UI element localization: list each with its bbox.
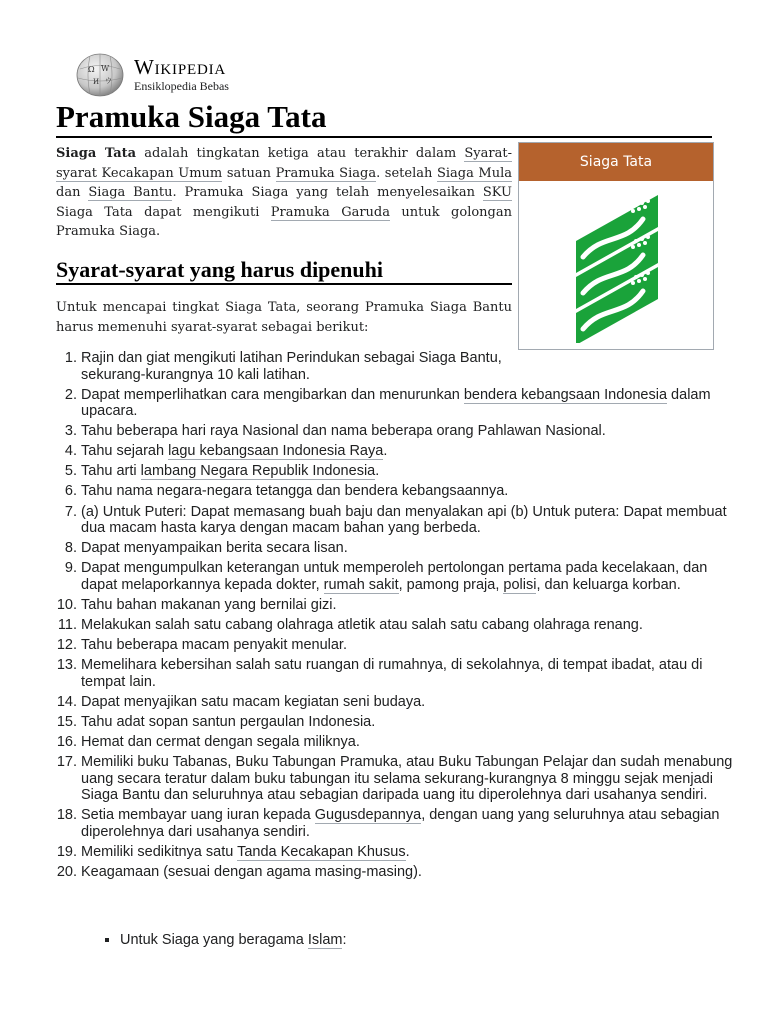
article-link[interactable]: Tanda Kecakapan Khusus — [237, 843, 406, 860]
text-segment: Keagamaan (sesuai dengan agama masing-masing). — [81, 863, 422, 880]
wikipedia-wordmark[interactable]: Wikipedia — [134, 55, 227, 79]
infobox-title: Siaga Tata — [519, 143, 713, 181]
religion-sublist — [104, 931, 347, 949]
svg-text:ウ: ウ — [105, 77, 112, 85]
svg-text:W: W — [101, 64, 110, 73]
text-segment: Melakukan salah satu cabang olahraga atletik atau salah satu cabang olahraga renang. — [81, 616, 643, 633]
requirement-item — [81, 350, 741, 383]
text-segment: , dan keluarga korban. — [536, 576, 681, 593]
siaga-tata-badge-icon[interactable] — [573, 193, 661, 343]
text-segment: Memiliki sedikitnya satu — [81, 843, 238, 860]
text-segment: Tahu beberapa hari raya Nasional dan nama beberapa orang Pahlawan Nasional. — [81, 423, 606, 440]
article-link[interactable]: bendera kebangsaan Indonesia — [463, 386, 668, 403]
requirement-item — [81, 423, 741, 440]
text-segment: dan — [56, 185, 89, 200]
article-link[interactable]: Pramuka Siaga — [275, 165, 377, 181]
wikipedia-tagline: Ensiklopedia Bebas — [134, 79, 229, 93]
svg-text:И: И — [93, 78, 100, 86]
text-segment: Untuk Siaga yang beragama — [120, 932, 308, 948]
text-segment: Hemat dan cermat dengan segala miliknya. — [81, 733, 360, 750]
text-segment: . setelah — [376, 165, 437, 181]
requirement-item — [81, 504, 741, 537]
article-link[interactable]: Siaga Mula — [436, 165, 512, 181]
text-segment: Dapat menyajikan satu macam kegiatan seni budaya. — [81, 693, 426, 710]
text-segment: Tahu bahan makanan yang bernilai gizi. — [81, 596, 337, 613]
requirement-item — [81, 560, 741, 593]
article-link[interactable]: polisi — [503, 576, 537, 593]
text-segment: : — [342, 932, 347, 948]
article-link[interactable]: SKU — [482, 185, 513, 200]
text-segment: Rajin dan giat mengikuti latihan Perindukan sebagai Siaga Bantu, sekurang-kurangnya 10 kali latihan. — [81, 350, 502, 383]
text-segment: (a) Untuk Puteri: Dapat memasang buah baju dan menyalakan api (b) Untuk putera: Dapat membuat dua macam hasta karya dengan macam bahan yang berbeda. — [81, 503, 727, 537]
requirement-item — [81, 443, 741, 460]
text-segment: Tahu beberapa macam penyakit menular. — [81, 637, 347, 654]
text-segment: . — [375, 463, 380, 480]
text-segment: Tahu nama negara-negara tetangga dan bendera kebangsaannya. — [81, 483, 509, 500]
requirement-item — [81, 617, 741, 634]
article-link[interactable]: Siaga Bantu — [88, 185, 173, 200]
article-link[interactable]: Pramuka Garuda — [270, 204, 391, 220]
text-segment: untuk golongan Pramuka Siaga. — [56, 204, 512, 239]
text-segment: Setia membayar uang iuran kepada — [81, 807, 315, 824]
text-segment: Tahu adat sopan santun pergaulan Indonesia. — [81, 713, 376, 730]
text-segment: , pamong praja, — [398, 576, 504, 593]
requirement-item — [81, 807, 741, 840]
requirement-item — [81, 864, 741, 881]
wikipedia-globe-logo[interactable] — [74, 52, 126, 98]
requirement-item — [81, 754, 741, 804]
requirement-item — [81, 844, 741, 861]
article-link[interactable]: lambang Negara Republik Indonesia — [140, 463, 376, 480]
requirement-item — [81, 657, 741, 690]
requirement-item — [81, 540, 741, 557]
requirement-item — [81, 694, 741, 711]
requirement-item — [81, 714, 741, 731]
requirement-item — [81, 483, 741, 500]
text-segment: Tahu arti — [81, 463, 141, 480]
text-segment: . Pramuka Siaga yang telah menyelesaikan — [172, 185, 483, 200]
text-segment: Tahu sejarah — [81, 443, 169, 460]
text-segment: Siaga Tata dapat mengikuti — [56, 204, 271, 220]
sub-list-item — [120, 931, 347, 949]
text-segment: . — [383, 443, 388, 460]
text-segment: dalam upacara. — [81, 386, 711, 420]
article-link[interactable]: Islam — [307, 932, 343, 948]
title-divider — [56, 136, 712, 138]
article-link[interactable]: rumah sakit — [323, 576, 399, 593]
text-segment: Memelihara kebersihan salah satu ruangan di rumahnya, di sekolahnya, di tempat ibadat, atau di tempat lain. — [81, 657, 703, 690]
bold-term: Siaga Tata — [56, 146, 137, 161]
section-intro: Untuk mencapai tingkat Siaga Tata, seorang Pramuka Siaga Bantu harus memenuhi syarat-syarat sebagai berikut: — [56, 300, 512, 335]
svg-text:Ω: Ω — [88, 65, 95, 74]
section-heading: Syarat-syarat yang harus dipenuhi — [56, 257, 384, 282]
text-segment: Memiliki buku Tabanas, Buku Tabungan Pramuka, atau Buku Tabungan Pelajar dan sudah menabung uang secara teratur dalam buku tabungan itu selama sekurang-kurangnya 8 minggu sejak menjadi Siaga Bantu dan seluruhnya atau sebagian daripada uang itu diperolehnya dari usahanya sendiri. — [81, 754, 733, 803]
section-divider — [56, 283, 512, 285]
intro-paragraph — [56, 144, 512, 242]
requirement-item — [81, 734, 741, 751]
text-segment: satuan — [222, 165, 276, 181]
requirement-item — [81, 637, 741, 654]
text-segment: Dapat memperlihatkan cara mengibarkan dan menurunkan — [81, 386, 464, 403]
article-link[interactable]: Gugusdepannya — [314, 807, 422, 824]
text-segment: . — [405, 843, 410, 860]
infobox — [518, 142, 714, 350]
article-link[interactable]: lagu kebangsaan Indonesia Raya — [168, 443, 384, 460]
page-title: Pramuka Siaga Tata — [56, 99, 327, 134]
article-link[interactable]: Syarat-syarat Kecakapan Umum — [56, 146, 512, 181]
requirements-list — [56, 350, 741, 884]
text-segment: , dengan uang yang seluruhnya atau sebagian diperolehnya dari usahanya sendiri. — [81, 807, 720, 840]
requirement-item — [81, 387, 741, 420]
requirement-item — [81, 597, 741, 614]
text-segment: adalah tingkatan ketiga atau terakhir dalam — [136, 146, 465, 161]
text-segment: Dapat menyampaikan berita secara lisan. — [81, 540, 348, 557]
requirement-item — [81, 463, 741, 480]
text-segment: Dapat mengumpulkan keterangan untuk memperoleh pertolongan pertama pada kecelakaan, dan dapat melaporkannya kepada dokter, — [81, 560, 708, 593]
